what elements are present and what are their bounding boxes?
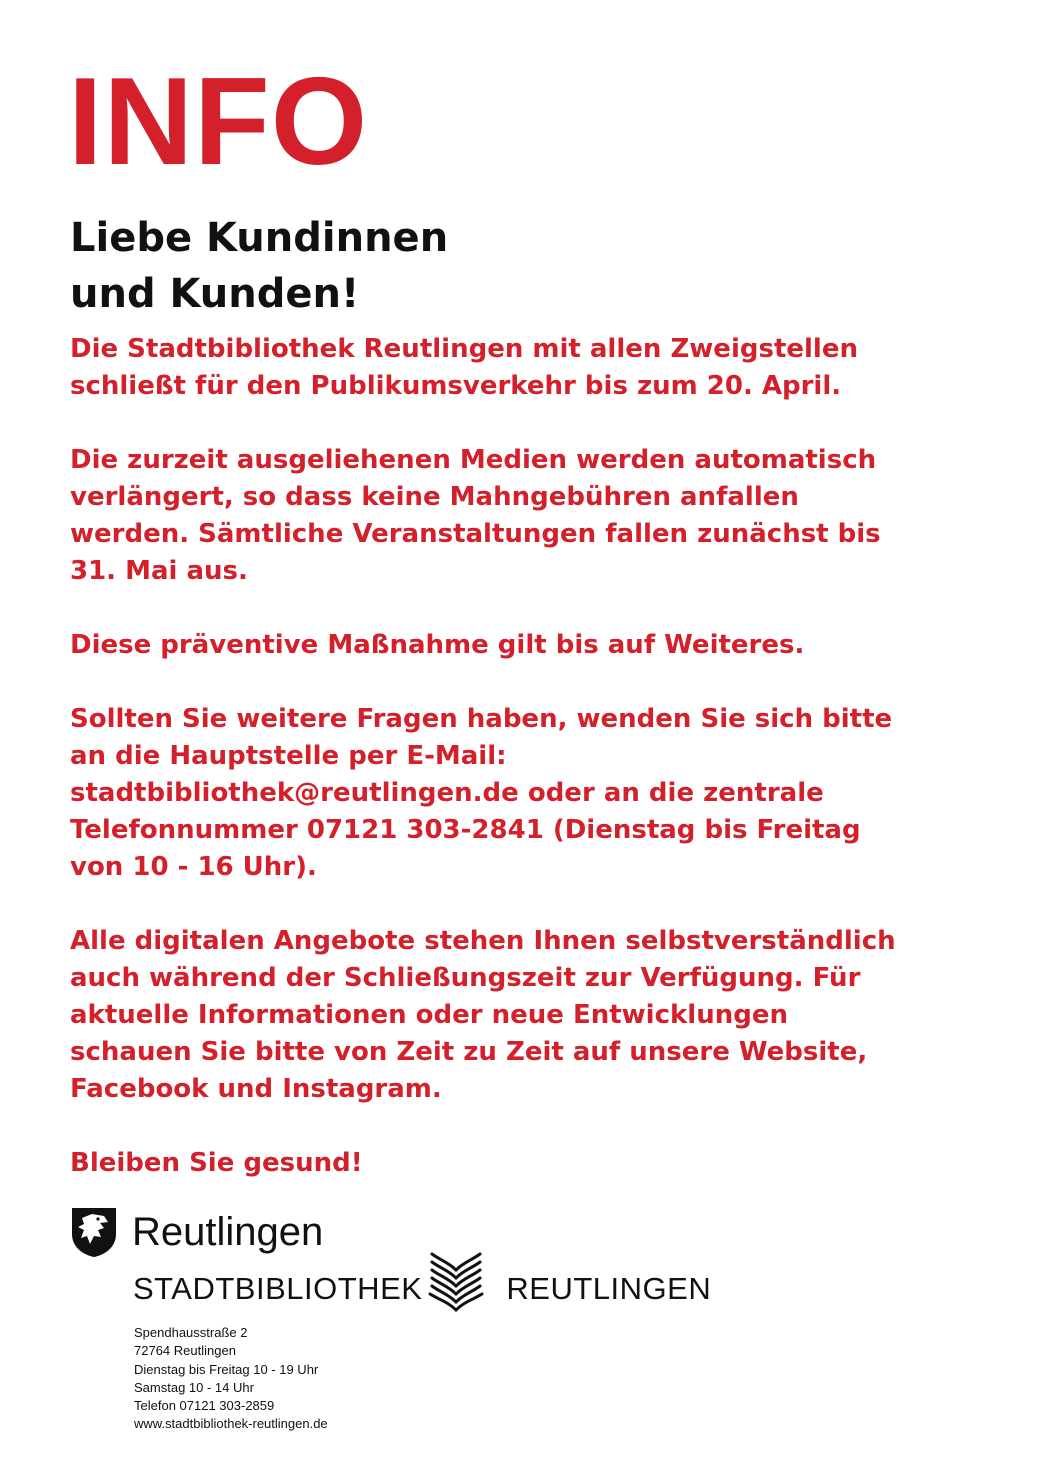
paragraph-closure xyxy=(70,331,970,405)
text-line: stadtbibliothek@reutlingen.de oder an die zentrale xyxy=(70,778,824,808)
address-line: Dienstag bis Freitag 10 - 19 Uhr xyxy=(134,1361,319,1377)
text-line: Alle digitalen Angebote stehen Ihnen selbstverständlich xyxy=(70,926,896,956)
greeting-line: und Kunden! xyxy=(70,271,360,317)
address-line: Spendhausstraße 2 xyxy=(134,1325,248,1340)
website-link[interactable]: www.stadtbibliothek-reutlingen.de xyxy=(134,1416,328,1432)
paragraph-contact xyxy=(70,701,970,886)
text-line: Telefonnummer 07121 303-2841 (Dienstag bis Freitag xyxy=(70,815,861,845)
text-line: auch während der Schließungszeit zur Verfügung. Für xyxy=(70,963,861,993)
text-line: schauen Sie bitte von Zeit zu Zeit auf unsere Website, xyxy=(70,1037,868,1067)
text-line: verlängert, so dass keine Mahngebühren anfallen xyxy=(70,482,799,512)
signoff: Bleiben Sie gesund! xyxy=(70,1148,363,1178)
address-line: Samstag 10 - 14 Uhr xyxy=(134,1379,254,1395)
text-line: aktuelle Informationen oder neue Entwicklungen xyxy=(70,1000,788,1030)
library-wordmark-left: STADTBIBLIOTHEK xyxy=(133,1271,423,1306)
text-line: an die Hauptstelle per E-Mail: xyxy=(70,741,507,771)
city-logo-text: Reutlingen xyxy=(132,1209,324,1254)
library-wordmark-right: REUTLINGEN xyxy=(506,1271,712,1306)
text-line: Sollten Sie weitere Fragen haben, wenden Sie sich bitte xyxy=(70,704,893,734)
library-address xyxy=(134,1324,328,1434)
text-line: schließt für den Publikumsverkehr bis zum 20. April. xyxy=(70,371,842,401)
address-line: 72764 Reutlingen xyxy=(134,1343,236,1359)
page-title: INFO xyxy=(68,53,369,191)
paragraph-digital xyxy=(70,923,970,1108)
text-line: werden. Sämtliche Veranstaltungen fallen zunächst bis xyxy=(70,519,881,549)
text-line: von 10 - 16 Uhr). xyxy=(70,852,317,882)
notice-body xyxy=(70,331,970,1182)
eagle-crest-icon xyxy=(70,1206,118,1258)
text-line: 31. Mai aus. xyxy=(70,556,248,586)
text-line: Diese präventive Maßnahme gilt bis auf Weiteres. xyxy=(70,630,805,660)
text-line: Die Stadtbibliothek Reutlingen mit allen Zweigstellen xyxy=(70,334,858,364)
greeting-heading xyxy=(70,210,448,322)
open-book-icon xyxy=(426,1248,486,1314)
paragraph-loans xyxy=(70,442,970,590)
library-logo xyxy=(133,1244,711,1314)
text-line: Die zurzeit ausgeliehenen Medien werden automatisch xyxy=(70,445,877,475)
text-line: Facebook und Instagram. xyxy=(70,1074,442,1104)
greeting-line: Liebe Kundinnen xyxy=(70,215,449,261)
paragraph-measure xyxy=(70,627,970,664)
address-line: Telefon 07121 303-2859 xyxy=(134,1398,275,1414)
